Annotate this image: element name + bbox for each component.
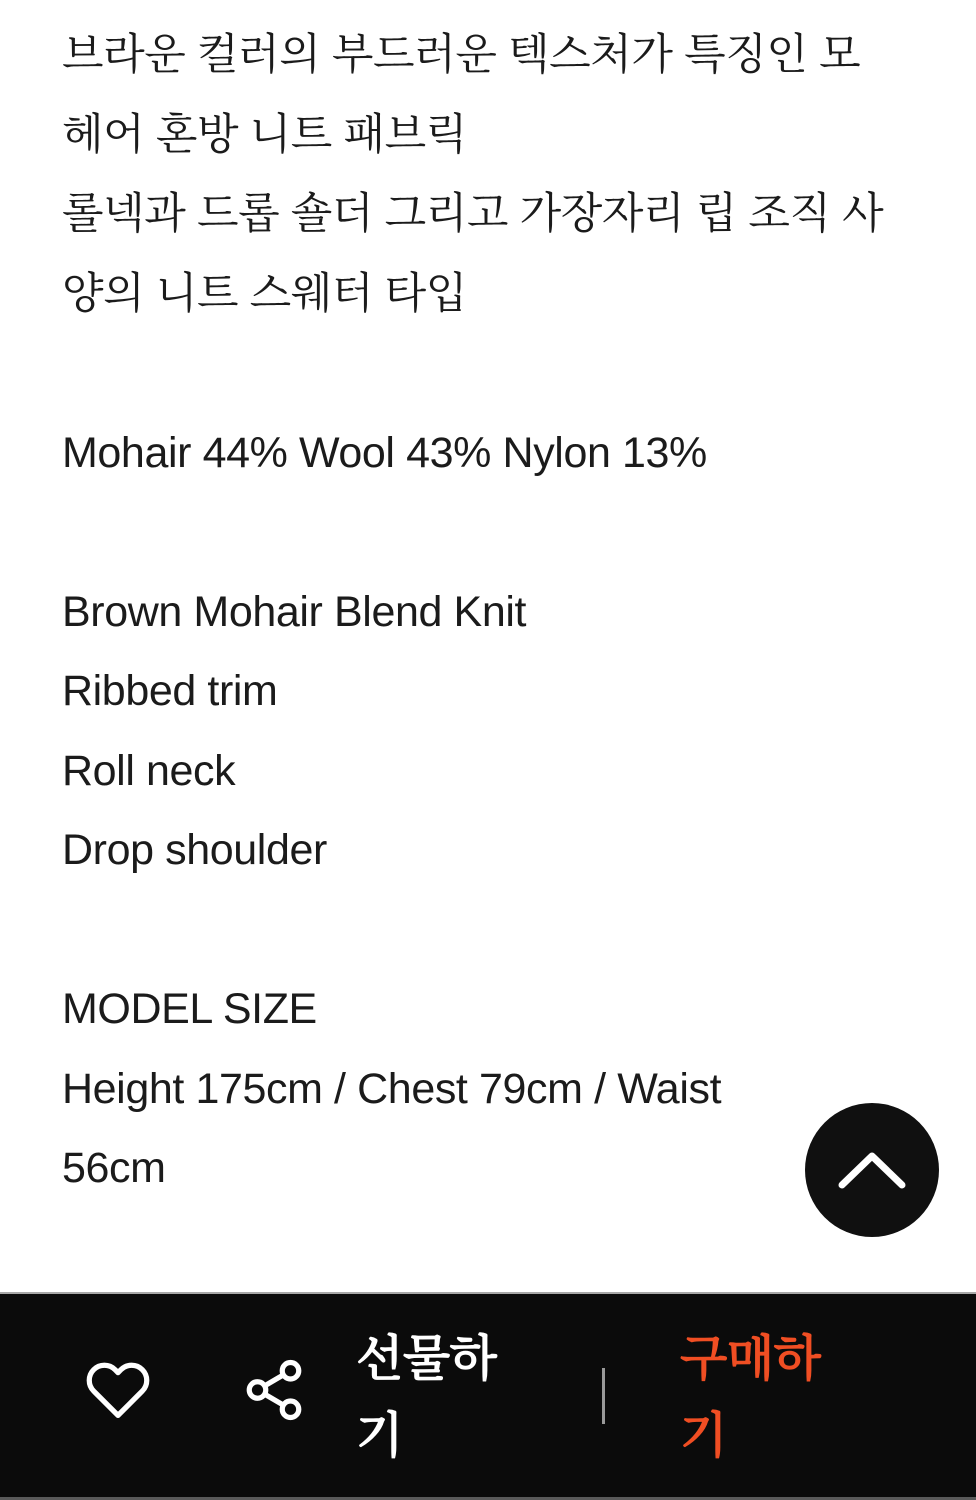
model-size-heading: MODEL SIZE [62, 985, 317, 1033]
model-size-line: 56cm [62, 1144, 166, 1192]
gift-button-label: 기 [356, 1409, 403, 1463]
description-line: 브라운 컬러의 부드러운 텍스처가 특징인 모 [62, 31, 861, 79]
feature-line: Roll neck [62, 746, 236, 795]
share-button[interactable] [228, 1344, 320, 1436]
description-line: 양의 니트 스웨터 타입 [62, 269, 467, 318]
button-divider [602, 1368, 605, 1424]
feature-line: Brown Mohair Blend Knit [62, 587, 527, 636]
buy-button[interactable] [680, 1321, 920, 1475]
buy-button-label: 기 [680, 1409, 727, 1463]
product-description [62, 16, 946, 1209]
heart-icon [85, 1357, 151, 1423]
chevron-up-icon [834, 1147, 910, 1193]
bottom-action-bar [0, 1292, 976, 1500]
description-paragraph [62, 16, 946, 334]
scroll-top-button[interactable] [805, 1103, 939, 1237]
features-paragraph [62, 573, 946, 891]
material-line: Mohair 44% Wool 43% Nylon 13% [62, 428, 707, 477]
description-line: 헤어 혼방 니트 패브릭 [62, 110, 467, 159]
buy-button-label: 구매하 [680, 1332, 821, 1386]
feature-line: Ribbed trim [62, 667, 278, 715]
model-size-line: Height 175cm / Chest 79cm / Waist [62, 1064, 722, 1113]
material-paragraph [62, 414, 946, 494]
gift-button-label: 선물하 [356, 1332, 497, 1386]
wishlist-button[interactable] [72, 1344, 164, 1436]
gift-button[interactable] [356, 1321, 596, 1475]
share-icon [241, 1357, 307, 1423]
description-line: 롤넥과 드롭 숄더 그리고 가장자리 립 조직 사 [62, 190, 884, 238]
feature-line: Drop shoulder [62, 826, 327, 874]
